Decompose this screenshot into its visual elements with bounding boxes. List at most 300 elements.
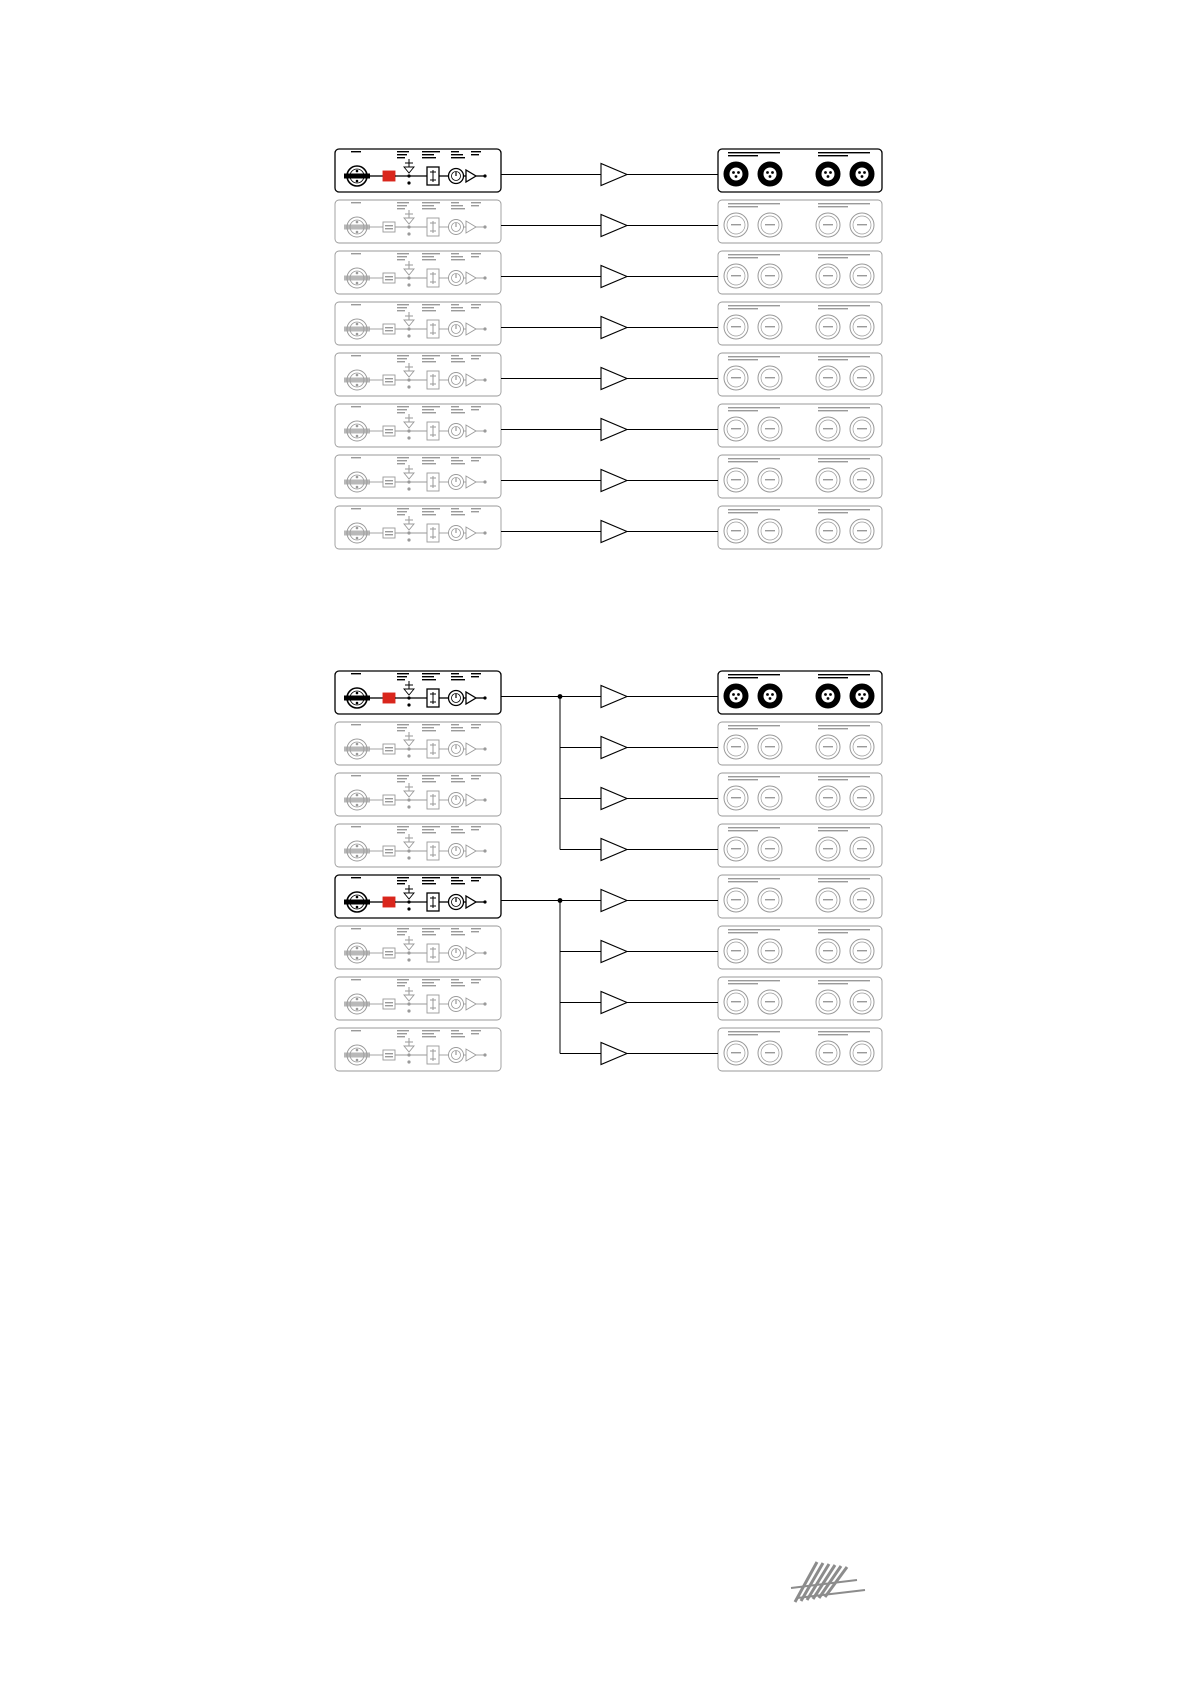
label-mark <box>857 377 867 378</box>
junction-dot <box>407 805 410 808</box>
label-mark <box>471 358 479 359</box>
buffer-amp-icon <box>466 527 476 539</box>
label-mark <box>471 829 479 830</box>
xlr-output-icon <box>724 366 748 390</box>
label-mark <box>397 832 405 833</box>
xlr-output-icon <box>850 264 874 288</box>
label-mark <box>728 203 780 204</box>
buffer-amp-icon <box>466 692 476 704</box>
label-mark <box>451 508 459 509</box>
output-dot <box>483 225 486 228</box>
output-dot <box>483 531 486 534</box>
xlr-pin <box>356 743 359 746</box>
brand-logo-icon <box>791 1562 865 1602</box>
label-mark <box>818 356 870 357</box>
buffer-amp-icon <box>466 1049 476 1061</box>
label-mark <box>728 827 780 828</box>
xlr-pin <box>356 537 359 540</box>
label-mark <box>385 1002 393 1003</box>
label-mark <box>728 308 758 309</box>
label-mark <box>385 381 393 382</box>
amplifier-icon <box>601 890 627 912</box>
label-mark <box>451 1030 459 1031</box>
label-mark <box>471 406 481 407</box>
amplifier-icon <box>601 992 627 1014</box>
label-mark <box>422 151 440 152</box>
label-mark <box>731 899 741 900</box>
label-mark <box>731 746 741 747</box>
xlr-output-icon <box>758 990 782 1014</box>
input-channel-panel <box>335 1028 501 1071</box>
label-mark <box>728 1034 758 1035</box>
label-mark <box>818 1031 870 1032</box>
label-mark <box>397 409 407 410</box>
junction-dot <box>407 907 410 910</box>
attenuator-block <box>383 426 395 436</box>
label-mark <box>451 361 465 362</box>
label-mark <box>422 826 440 827</box>
xlr-pin <box>356 384 359 387</box>
xlr-output-icon <box>724 837 748 861</box>
xlr-pin <box>827 175 830 178</box>
attenuator-block <box>383 528 395 538</box>
attenuator-block <box>383 744 395 754</box>
output-panel <box>718 722 882 765</box>
label-mark <box>857 1052 867 1053</box>
label-mark <box>451 202 459 203</box>
xlr-pin <box>356 794 359 797</box>
down-arrow-icon <box>404 269 414 275</box>
xlr-output-icon <box>758 264 782 288</box>
junction-dot <box>407 849 410 852</box>
amplifier-icon <box>601 470 627 492</box>
buffer-amp-icon <box>466 425 476 437</box>
junction-dot <box>407 276 410 279</box>
label-mark <box>728 257 758 258</box>
label-mark <box>728 356 780 357</box>
junction-dot <box>407 232 410 235</box>
amplifier-icon <box>601 215 627 237</box>
xlr-pin <box>356 180 359 183</box>
label-mark <box>818 203 870 204</box>
label-mark <box>422 358 434 359</box>
xlr-pin <box>356 221 359 224</box>
xlr-output-icon <box>724 213 748 237</box>
input-channel-panel <box>335 149 501 192</box>
label-mark <box>728 509 780 510</box>
label-mark <box>728 359 758 360</box>
label-mark <box>451 679 465 680</box>
label-mark <box>857 848 867 849</box>
junction-dot <box>407 798 410 801</box>
label-mark <box>422 409 434 410</box>
label-mark <box>451 826 459 827</box>
label-mark <box>422 463 436 464</box>
label-mark <box>818 410 848 411</box>
label-mark <box>397 829 407 830</box>
label-mark <box>857 479 867 480</box>
label-mark <box>422 928 440 929</box>
label-mark <box>451 406 459 407</box>
label-mark <box>422 259 436 260</box>
label-mark <box>422 781 436 782</box>
label-mark <box>397 676 407 677</box>
label-mark <box>823 224 833 225</box>
output-dot <box>483 429 486 432</box>
label-mark <box>857 950 867 951</box>
label-mark <box>451 1033 463 1034</box>
label-mark <box>857 224 867 225</box>
output-dot <box>483 849 486 852</box>
xlr-output-icon <box>850 519 874 543</box>
xlr-output-icon <box>850 837 874 861</box>
output-dot <box>483 951 486 954</box>
xlr-output-face <box>764 690 777 703</box>
buffer-amp-icon <box>466 323 476 335</box>
label-mark <box>351 253 361 254</box>
label-mark <box>765 479 775 480</box>
label-mark <box>351 673 361 674</box>
label-mark <box>385 276 393 277</box>
label-mark <box>385 330 393 331</box>
xlr-output-face <box>856 690 869 703</box>
label-mark <box>818 152 870 153</box>
label-mark <box>351 979 361 980</box>
xlr-output-icon <box>850 888 874 912</box>
junction-dot <box>407 174 410 177</box>
xlr-pin <box>732 171 735 174</box>
label-mark <box>451 460 463 461</box>
label-mark <box>422 202 440 203</box>
label-mark <box>857 746 867 747</box>
down-arrow-icon <box>404 218 414 224</box>
label-mark <box>818 509 870 510</box>
xlr-output-icon <box>724 162 748 186</box>
label-mark <box>818 359 848 360</box>
output-dot <box>483 1002 486 1005</box>
output-dot <box>483 747 486 750</box>
label-mark <box>471 826 481 827</box>
down-arrow-icon <box>404 842 414 848</box>
output-dot <box>483 480 486 483</box>
xlr-output-icon <box>850 1041 874 1065</box>
label-mark <box>385 378 393 379</box>
input-channel-panel <box>335 200 501 243</box>
label-mark <box>728 878 780 879</box>
label-mark <box>818 407 870 408</box>
output-dot <box>483 798 486 801</box>
input-channel-panel <box>335 506 501 549</box>
down-arrow-icon <box>404 893 414 899</box>
label-mark <box>451 514 465 515</box>
xlr-pin <box>771 171 774 174</box>
label-mark <box>471 511 479 512</box>
label-mark <box>451 511 463 512</box>
output-panel <box>718 977 882 1020</box>
label-mark <box>451 931 463 932</box>
xlr-pin <box>356 1049 359 1052</box>
xlr-pin <box>356 272 359 275</box>
xlr-output-icon <box>758 735 782 759</box>
label-mark <box>422 982 434 983</box>
label-mark <box>823 530 833 531</box>
xlr-pin-bar <box>344 1053 370 1058</box>
xlr-pin <box>829 171 832 174</box>
label-mark <box>765 428 775 429</box>
xlr-pin <box>356 1008 359 1011</box>
xlr-output-icon <box>758 468 782 492</box>
label-mark <box>823 377 833 378</box>
output-dot <box>483 900 486 903</box>
xlr-pin <box>771 693 774 696</box>
junction-dot <box>407 487 410 490</box>
xlr-pin <box>858 693 861 696</box>
junction-dot <box>407 747 410 750</box>
label-mark <box>823 848 833 849</box>
label-mark <box>451 880 463 881</box>
label-mark <box>471 676 479 677</box>
xlr-pin <box>356 282 359 285</box>
label-mark <box>451 310 465 311</box>
label-mark <box>351 457 361 458</box>
output-panel <box>718 149 882 192</box>
label-mark <box>351 877 361 878</box>
attenuator-block <box>383 375 395 385</box>
xlr-pin <box>737 171 740 174</box>
xlr-output-icon <box>758 519 782 543</box>
label-mark <box>422 307 434 308</box>
output-dot <box>483 378 486 381</box>
label-mark <box>471 355 481 356</box>
xlr-pin <box>827 697 830 700</box>
input-channel-panel <box>335 722 501 765</box>
routing-diagram-bridged-groups <box>335 671 882 1071</box>
label-mark <box>471 775 481 776</box>
xlr-output-face <box>730 690 743 703</box>
label-mark <box>818 980 870 981</box>
xlr-pin <box>863 171 866 174</box>
routing-diagram-one-to-one <box>335 149 882 549</box>
label-mark <box>397 361 405 362</box>
xlr-pin-bar <box>344 480 370 485</box>
label-mark <box>451 979 459 980</box>
label-mark <box>422 679 436 680</box>
label-mark <box>397 157 405 158</box>
label-mark <box>397 253 409 254</box>
junction-dot <box>407 1060 410 1063</box>
junction-dot <box>407 1009 410 1012</box>
xlr-output-icon <box>724 1041 748 1065</box>
label-mark <box>765 848 775 849</box>
attenuator-block <box>383 477 395 487</box>
label-mark <box>451 775 459 776</box>
junction-dot <box>407 1002 410 1005</box>
label-mark <box>385 954 393 955</box>
label-mark <box>422 1036 436 1037</box>
amplifier-icon <box>601 839 627 861</box>
label-mark <box>385 534 393 535</box>
label-mark <box>422 310 436 311</box>
label-mark <box>397 358 407 359</box>
output-dot <box>483 696 486 699</box>
down-arrow-icon <box>404 791 414 797</box>
label-mark <box>385 225 393 226</box>
label-mark <box>397 460 407 461</box>
label-mark <box>451 676 463 677</box>
xlr-pin <box>824 693 827 696</box>
label-mark <box>385 228 393 229</box>
xlr-output-icon <box>724 519 748 543</box>
label-mark <box>385 1005 393 1006</box>
xlr-pin-bar <box>344 1002 370 1007</box>
label-mark <box>397 205 407 206</box>
label-mark <box>818 779 848 780</box>
amplifier-icon <box>601 1043 627 1065</box>
label-mark <box>823 797 833 798</box>
label-mark <box>397 883 405 884</box>
output-dot <box>483 174 486 177</box>
input-channel-panel <box>335 251 501 294</box>
label-mark <box>397 307 407 308</box>
label-mark <box>857 275 867 276</box>
label-mark <box>397 730 405 731</box>
label-mark <box>451 982 463 983</box>
label-mark <box>857 428 867 429</box>
label-mark <box>422 355 440 356</box>
xlr-pin-bar <box>344 378 370 383</box>
label-mark <box>422 457 440 458</box>
label-mark <box>471 307 479 308</box>
label-mark <box>471 151 481 152</box>
label-mark <box>731 224 741 225</box>
xlr-output-icon <box>724 417 748 441</box>
down-arrow-icon <box>404 473 414 479</box>
output-panel <box>718 302 882 345</box>
label-mark <box>422 1030 440 1031</box>
xlr-output-face <box>730 168 743 181</box>
label-mark <box>422 883 436 884</box>
attenuator-block <box>383 846 395 856</box>
junction-dot <box>407 531 410 534</box>
junction-dot <box>407 480 410 483</box>
input-channel-panel <box>335 353 501 396</box>
amplifier-icon <box>601 788 627 810</box>
xlr-output-icon <box>850 468 874 492</box>
xlr-pin-bar <box>344 429 370 434</box>
label-mark <box>397 304 409 305</box>
xlr-output-icon <box>850 162 874 186</box>
label-mark <box>471 931 479 932</box>
label-mark <box>422 460 434 461</box>
label-mark <box>818 155 848 156</box>
label-mark <box>818 776 870 777</box>
xlr-output-icon <box>850 315 874 339</box>
xlr-pin-bar <box>344 951 370 956</box>
down-arrow-icon <box>404 1046 414 1052</box>
xlr-pin-bar <box>344 225 370 230</box>
buffer-amp-icon <box>466 170 476 182</box>
label-mark <box>471 253 481 254</box>
junction-dot <box>407 703 410 706</box>
buffer-amp-icon <box>466 794 476 806</box>
output-panel <box>718 773 882 816</box>
down-arrow-icon <box>404 320 414 326</box>
buffer-amp-icon <box>466 947 476 959</box>
xlr-output-icon <box>850 786 874 810</box>
xlr-pin-bar <box>344 276 370 281</box>
xlr-pin <box>356 753 359 756</box>
label-mark <box>397 511 407 512</box>
label-mark <box>451 463 465 464</box>
label-mark <box>765 746 775 747</box>
label-mark <box>451 877 459 878</box>
label-mark <box>422 361 436 362</box>
xlr-pin <box>356 906 359 909</box>
xlr-output-icon <box>758 366 782 390</box>
label-mark <box>728 155 758 156</box>
output-dot <box>483 1053 486 1056</box>
label-mark <box>451 409 463 410</box>
label-mark <box>765 275 775 276</box>
output-panel <box>718 824 882 867</box>
label-mark <box>422 154 434 155</box>
label-mark <box>451 355 459 356</box>
label-mark <box>422 778 434 779</box>
label-mark <box>422 730 436 731</box>
xlr-pin <box>737 693 740 696</box>
label-mark <box>471 778 479 779</box>
junction-dot <box>407 436 410 439</box>
xlr-output-face <box>822 690 835 703</box>
buffer-amp-icon <box>466 221 476 233</box>
label-mark <box>728 458 780 459</box>
label-mark <box>731 950 741 951</box>
label-mark <box>422 832 436 833</box>
input-channel-panel <box>335 773 501 816</box>
label-mark <box>422 880 434 881</box>
xlr-pin <box>356 692 359 695</box>
label-mark <box>818 206 848 207</box>
label-mark <box>451 832 465 833</box>
junction-dot <box>407 696 410 699</box>
label-mark <box>397 781 405 782</box>
label-mark <box>397 202 409 203</box>
xlr-pin-bar <box>344 174 370 179</box>
label-mark <box>422 514 436 515</box>
attenuator-block <box>383 897 395 907</box>
label-mark <box>422 676 434 677</box>
label-mark <box>397 673 409 674</box>
label-mark <box>397 310 405 311</box>
label-mark <box>422 208 436 209</box>
label-mark <box>397 406 409 407</box>
label-mark <box>385 279 393 280</box>
xlr-pin-bar <box>344 531 370 536</box>
label-mark <box>731 1052 741 1053</box>
xlr-pin <box>858 171 861 174</box>
input-channel-panel <box>335 404 501 447</box>
xlr-output-icon <box>724 315 748 339</box>
label-mark <box>351 304 361 305</box>
label-mark <box>451 154 463 155</box>
xlr-pin <box>356 435 359 438</box>
label-mark <box>451 205 463 206</box>
junction-dot <box>407 225 410 228</box>
label-mark <box>397 355 409 356</box>
attenuator-block <box>383 273 395 283</box>
label-mark <box>471 205 479 206</box>
attenuator-block <box>383 171 395 181</box>
